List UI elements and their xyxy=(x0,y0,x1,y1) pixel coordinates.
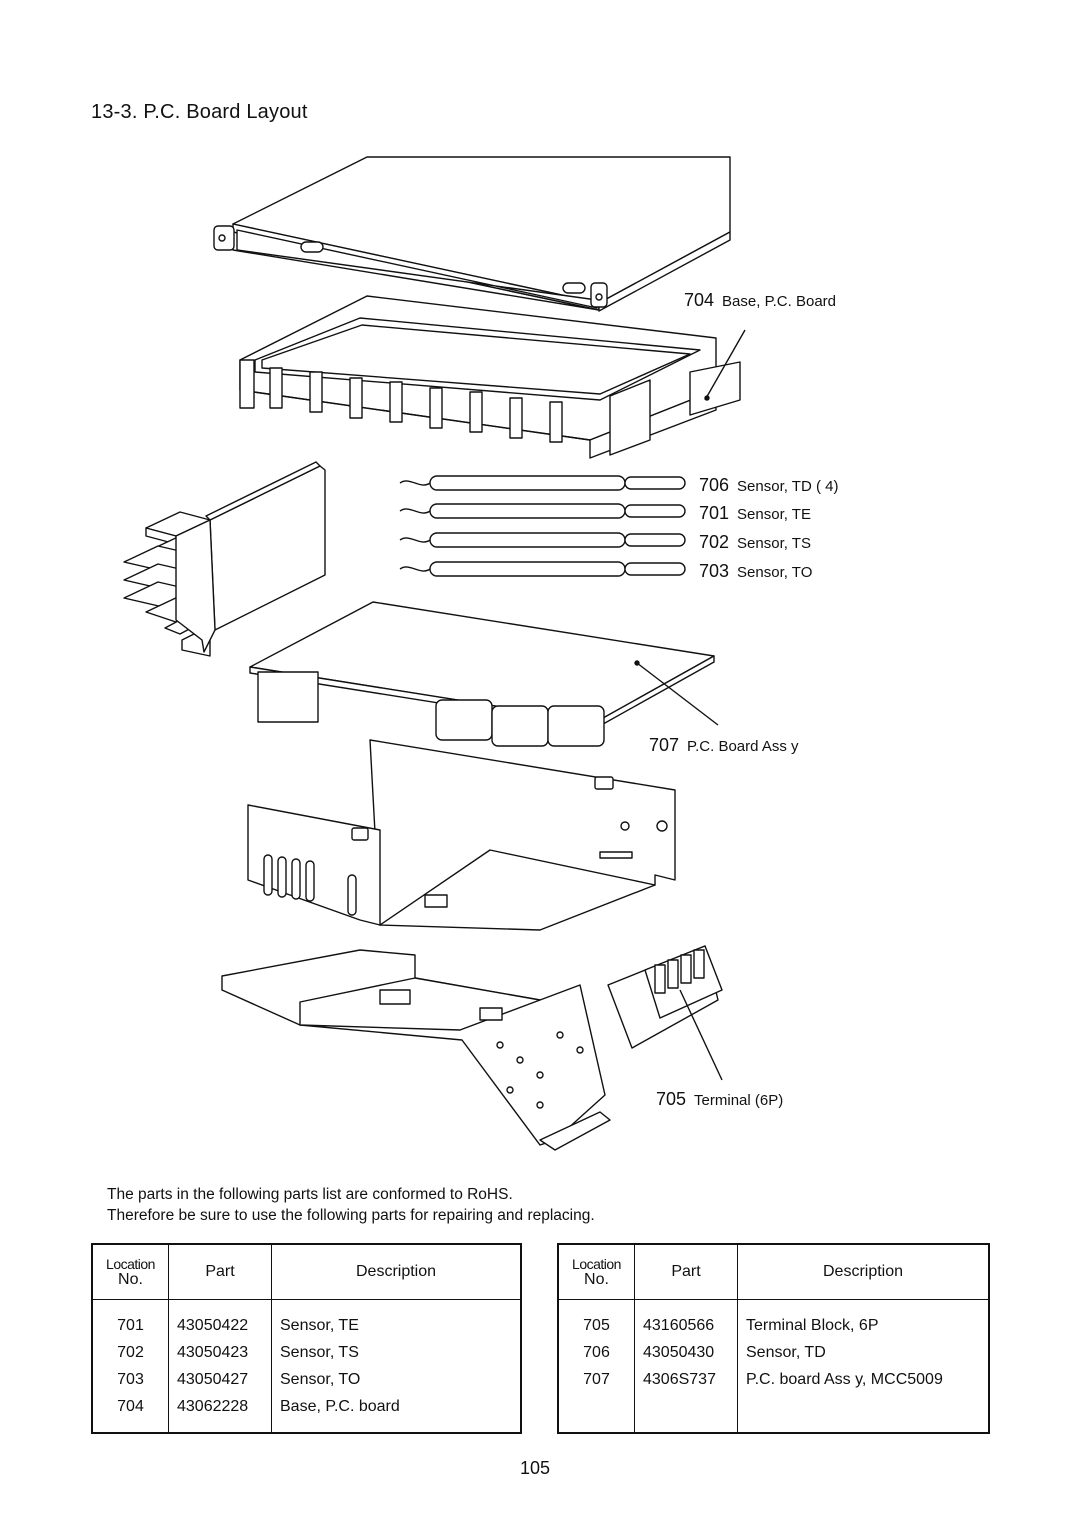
description-header: Description xyxy=(738,1244,990,1300)
table-row xyxy=(558,1393,989,1420)
page-title: 13-3. P.C. Board Layout xyxy=(91,101,308,123)
callout-701 xyxy=(699,503,811,524)
callout-label: Sensor, TS xyxy=(737,535,811,552)
top-cover xyxy=(214,157,730,311)
table-row: 705 43160566 Terminal Block, 6P xyxy=(558,1300,989,1340)
callout-706 xyxy=(699,475,838,496)
callout-702 xyxy=(699,532,811,553)
table-filler-row xyxy=(92,1420,521,1433)
table-header-row xyxy=(558,1244,989,1300)
table-row: 701 43050422 Sensor, TE xyxy=(92,1300,521,1340)
part-header: Part xyxy=(169,1244,272,1300)
terminal-block xyxy=(608,946,722,1080)
callout-707 xyxy=(649,735,799,756)
callout-number: 705 xyxy=(656,1089,687,1109)
callout-label: Base, P.C. Board xyxy=(722,293,837,310)
parts-table-left xyxy=(91,1243,522,1434)
rohs-note: The parts in the following parts list are conformed to RoHS. xyxy=(107,1186,513,1203)
callout-number: 707 xyxy=(649,735,680,755)
callout-703 xyxy=(699,561,812,582)
callout-number: 704 xyxy=(684,290,715,310)
heat-sink xyxy=(124,462,325,656)
callout-label: Sensor, TE xyxy=(737,506,811,523)
callout-number: 703 xyxy=(699,561,730,581)
part-header: Part xyxy=(635,1244,738,1300)
chassis xyxy=(248,740,675,930)
table-row: 702 43050423 Sensor, TS xyxy=(92,1339,521,1366)
callout-label: Sensor, TD ( 4) xyxy=(737,478,839,495)
parts-table-right xyxy=(557,1243,990,1434)
callout-number: 706 xyxy=(699,475,730,495)
table-row: 706 43050430 Sensor, TD xyxy=(558,1339,989,1366)
callout-label: Sensor, TO xyxy=(737,564,813,581)
callout-label: Terminal (6P) xyxy=(694,1092,784,1109)
pcb-base-frame xyxy=(240,296,745,458)
table-row: 707 4306S737 P.C. board Ass y, MCC5009 xyxy=(558,1366,989,1393)
replacement-note: Therefore be sure to use the following parts for repairing and replacing. xyxy=(107,1207,595,1224)
callout-705 xyxy=(656,1089,783,1110)
location-header: Location No. xyxy=(558,1244,635,1300)
callout-704 xyxy=(684,290,836,311)
mount-plate xyxy=(222,950,610,1150)
callout-number: 702 xyxy=(699,532,730,552)
table-row: 704 43062228 Base, P.C. board xyxy=(92,1393,521,1420)
location-header: Location No. xyxy=(92,1244,169,1300)
callout-label: P.C. Board Ass y xyxy=(687,738,799,755)
table-header-row xyxy=(92,1244,521,1300)
sensor-cables xyxy=(400,476,685,576)
table-filler-row xyxy=(558,1420,989,1433)
page-number: 105 xyxy=(520,1458,551,1478)
pcb-board xyxy=(250,602,718,746)
callout-number: 701 xyxy=(699,503,730,523)
table-row: 703 43050427 Sensor, TO xyxy=(92,1366,521,1393)
description-header: Description xyxy=(272,1244,522,1300)
